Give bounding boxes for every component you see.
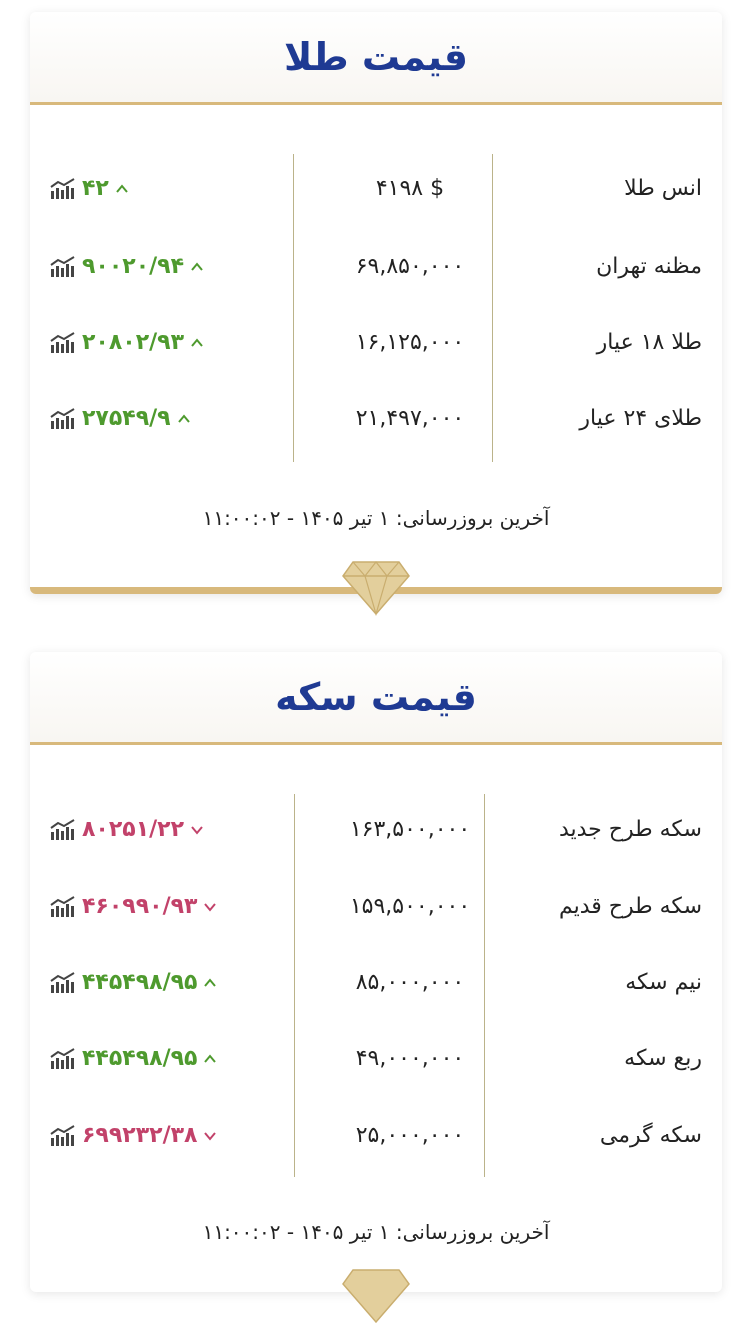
row-price: ۱۶۳,۵۰۰,۰۰۰ <box>349 817 471 842</box>
row-price: ۲۵,۰۰۰,۰۰۰ <box>355 1123 465 1148</box>
chart-bars-icon[interactable] <box>50 178 76 200</box>
coin-card-header <box>30 652 722 745</box>
change-value: ۴۶۰۹۹۰/۹۳ <box>82 894 198 919</box>
change-value: ۴۲ <box>82 176 109 201</box>
row-price: ۸۵,۰۰۰,۰۰۰ <box>355 970 465 995</box>
change-value: ۸۰۲۵۱/۲۲ <box>82 817 185 842</box>
chart-bars-icon[interactable] <box>50 819 76 841</box>
row-price: ۴۱۹۸ $ <box>375 176 445 201</box>
row-change <box>50 254 204 279</box>
chart-bars-icon[interactable] <box>50 896 76 918</box>
coin-row-half[interactable] <box>30 970 722 1010</box>
gold-card-title: قیمت طلا <box>284 35 468 79</box>
row-name: ربع سکه <box>624 1046 702 1071</box>
change-value: ۴۴۵۴۹۸/۹۵ <box>82 970 198 995</box>
row-change <box>50 817 204 842</box>
chevron-up-icon <box>203 1052 217 1066</box>
chevron-up-icon <box>177 412 191 426</box>
change-value: ۲۷۵۴۹/۹ <box>82 406 171 431</box>
diamond-icon <box>341 1268 411 1324</box>
row-change <box>50 894 217 919</box>
row-name: نیم سکه <box>625 970 702 995</box>
row-price: ۶۹,۸۵۰,۰۰۰ <box>355 254 465 279</box>
chart-bars-icon[interactable] <box>50 332 76 354</box>
chevron-down-icon <box>203 1129 217 1143</box>
chevron-up-icon <box>190 336 204 350</box>
chevron-down-icon <box>203 900 217 914</box>
chart-bars-icon[interactable] <box>50 408 76 430</box>
gold-row-24k[interactable] <box>30 406 722 446</box>
row-change <box>50 1123 217 1148</box>
coin-row-quarter[interactable] <box>30 1046 722 1086</box>
coin-row-old[interactable] <box>30 894 722 934</box>
row-price: ۱۶,۱۲۵,۰۰۰ <box>355 330 465 355</box>
gold-row-ounce[interactable] <box>30 176 722 216</box>
row-name: مظنه تهران <box>596 254 702 279</box>
chevron-down-icon <box>190 823 204 837</box>
row-change <box>50 406 191 431</box>
gold-row-18k[interactable] <box>30 330 722 370</box>
chart-bars-icon[interactable] <box>50 1048 76 1070</box>
chevron-up-icon <box>115 182 129 196</box>
coin-card-title: قیمت سکه <box>275 675 477 719</box>
change-value: ۹۰۰۲۰/۹۴ <box>82 254 185 279</box>
row-change <box>50 1046 217 1071</box>
coin-last-update: آخرین بروزرسانی: ۱ تیر ۱۴۰۵ - ۱۱:۰۰:۰۲ <box>202 1220 550 1244</box>
diamond-icon <box>341 560 411 616</box>
chart-bars-icon[interactable] <box>50 1125 76 1147</box>
gold-row-tehran[interactable] <box>30 254 722 294</box>
row-name: سکه گرمی <box>599 1123 702 1148</box>
row-name: طلا ۱۸ عیار <box>596 330 702 355</box>
coin-row-new[interactable] <box>30 817 722 857</box>
chart-bars-icon[interactable] <box>50 972 76 994</box>
gold-price-card <box>30 12 722 594</box>
row-name: سکه طرح قدیم <box>558 894 702 919</box>
chevron-up-icon <box>203 976 217 990</box>
row-name: انس طلا <box>624 176 702 201</box>
row-change <box>50 176 129 201</box>
row-change <box>50 970 217 995</box>
coin-row-gram[interactable] <box>30 1123 722 1163</box>
change-value: ۲۰۸۰۲/۹۳ <box>82 330 185 355</box>
row-price: ۲۱,۴۹۷,۰۰۰ <box>355 406 465 431</box>
chart-bars-icon[interactable] <box>50 256 76 278</box>
gold-last-update: آخرین بروزرسانی: ۱ تیر ۱۴۰۵ - ۱۱:۰۰:۰۲ <box>202 506 550 530</box>
row-price: ۱۵۹,۵۰۰,۰۰۰ <box>349 894 471 919</box>
change-value: ۴۴۵۴۹۸/۹۵ <box>82 1046 198 1071</box>
row-change <box>50 330 204 355</box>
coin-price-card <box>30 652 722 1292</box>
row-price: ۴۹,۰۰۰,۰۰۰ <box>355 1046 465 1071</box>
gold-card-header <box>30 12 722 105</box>
change-value: ۶۹۹۲۳۲/۳۸ <box>82 1123 198 1148</box>
row-name: سکه طرح جدید <box>558 817 702 842</box>
chevron-up-icon <box>190 260 204 274</box>
row-name: طلای ۲۴ عیار <box>579 406 702 431</box>
